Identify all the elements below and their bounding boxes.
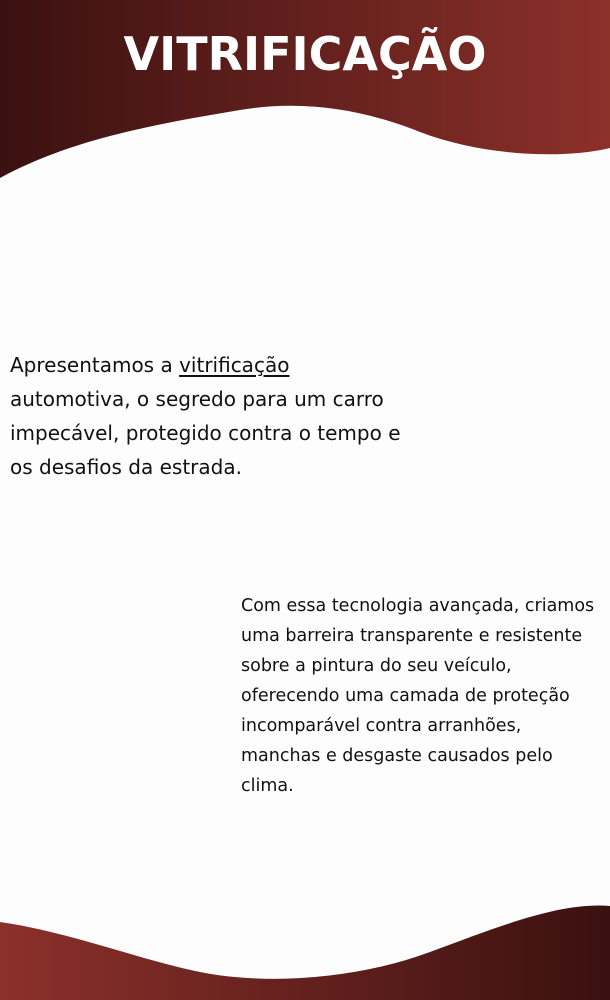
- intro-text-end: automotiva, o segredo para um carro impecável, protegido contra o tempo e os desafios da estrada.: [10, 387, 401, 479]
- intro-text-start: Apresentamos a: [10, 353, 180, 377]
- bottom-wave-banner: [0, 880, 610, 1000]
- vitrificacao-link[interactable]: vitrificação: [179, 353, 290, 377]
- intro-paragraph: [10, 348, 410, 484]
- bottom-wave-shape: [0, 906, 610, 1000]
- details-paragraph: Com essa tecnologia avançada, criamos uma barreira transparente e resistente sobre a pintura do seu veículo, oferecendo uma camada de proteção incomparável contra arranhões, manchas e desgaste causados pelo clima.: [241, 596, 595, 796]
- page-title: VITRIFICAÇÃO: [123, 27, 487, 81]
